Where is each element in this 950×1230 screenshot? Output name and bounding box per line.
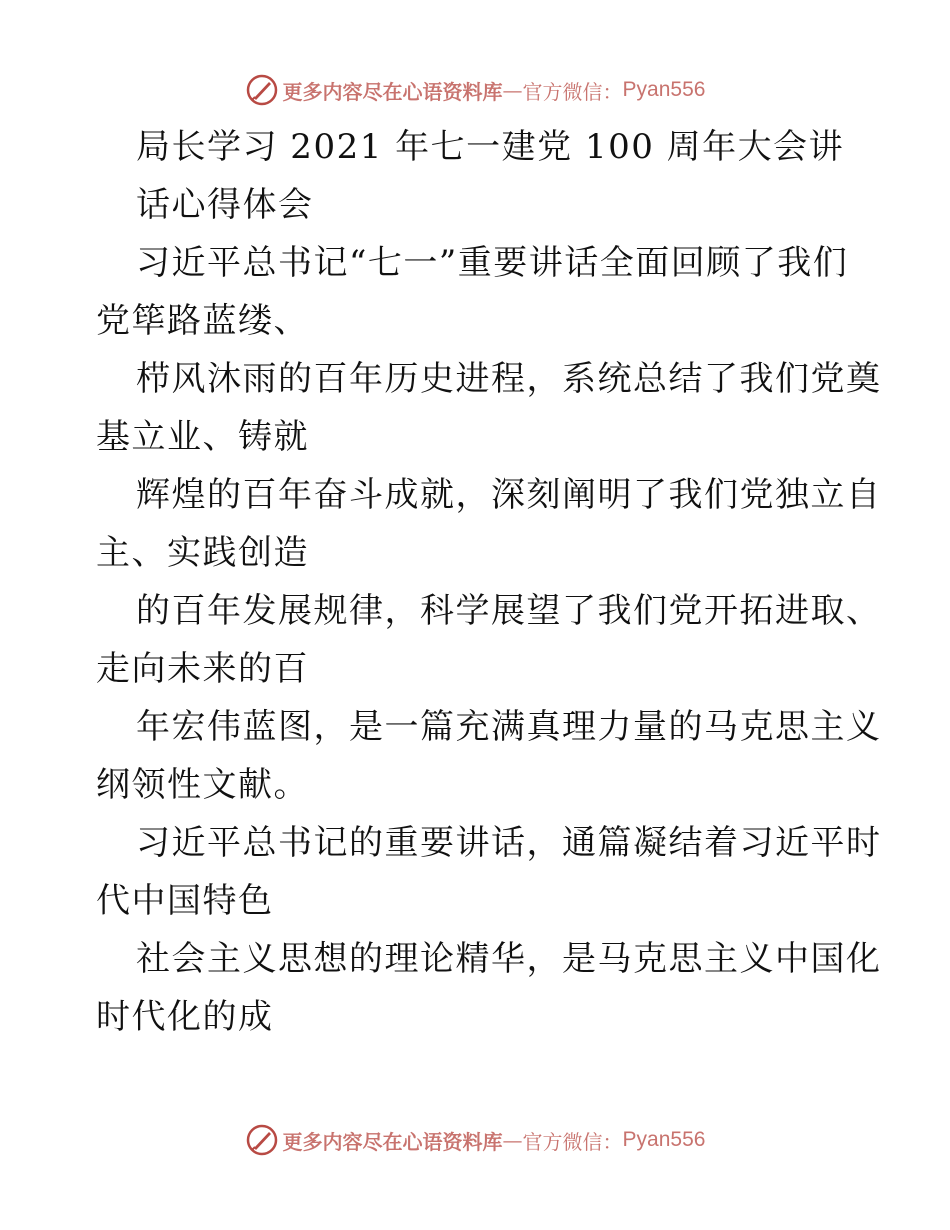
banner-separator: — (502, 1128, 523, 1152)
banner-wechat-handle: Pyan556 (622, 1128, 706, 1151)
doc-text-line: 时代化的成 (96, 997, 274, 1037)
banner-brand-text: 更多内容尽在心语资料库 (282, 79, 503, 104)
doc-text-line: 年宏伟蓝图，是一篇充满真理力量的马克思主义 (136, 707, 882, 747)
banner-wechat-label: 官方微信： (522, 79, 623, 104)
doc-text-line: 基立业、铸就 (96, 417, 309, 457)
banner-separator: — (502, 78, 523, 102)
doc-text-line: 代中国特色 (96, 881, 274, 921)
doc-text-line: 主、实践创造 (96, 533, 309, 573)
doc-text-line: 的百年发展规律，科学展望了我们党开拓进取、 (136, 591, 882, 631)
doc-text-line: 辉煌的百年奋斗成就，深刻阐明了我们党独立自 (136, 475, 882, 515)
doc-text-line: 栉风沐雨的百年历史进程，系统总结了我们党奠 (136, 359, 882, 399)
doc-text-line: 习近平总书记的重要讲话，通篇凝结着习近平时 (136, 823, 882, 863)
banner-brand-text: 更多内容尽在心语资料库 (282, 1129, 503, 1154)
quill-logo-icon (245, 1123, 279, 1157)
doc-text-line: 走向未来的百 (96, 649, 309, 689)
doc-text-line: 纲领性文献。 (96, 765, 309, 805)
doc-text-line: 习近平总书记“七一”重要讲话全面回顾了我们 (136, 243, 849, 283)
banner-wechat-handle: Pyan556 (622, 78, 706, 101)
doc-title-line-1: 局长学习 2021 年七一建党 100 周年大会讲 (136, 127, 845, 167)
banner-wechat-label: 官方微信： (522, 1129, 623, 1154)
header-banner (0, 70, 950, 110)
doc-text-line: 社会主义思想的理论精华，是马克思主义中国化 (136, 939, 882, 979)
quill-logo-icon (245, 73, 279, 107)
footer-banner (0, 1120, 950, 1160)
doc-title-line-2: 话心得体会 (136, 185, 314, 225)
document-body (96, 118, 882, 1046)
doc-text-line: 党筚路蓝缕、 (96, 301, 309, 341)
